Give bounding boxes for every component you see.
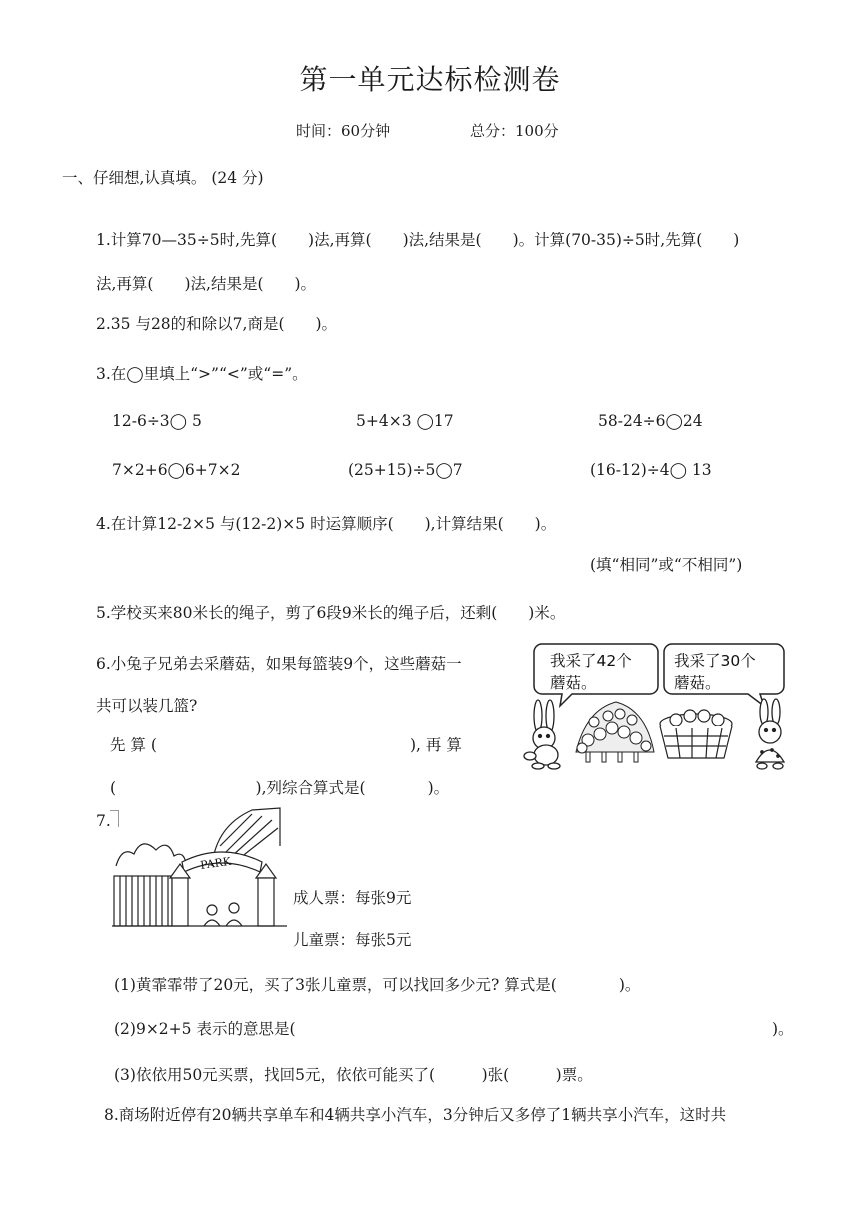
question-6-then-step: ), 再 算 — [410, 736, 462, 754]
question-6-line-4: ( ),列综合算式是( )。 — [110, 779, 450, 797]
question-8: 8.商场附近停有20辆共享单车和4辆共享小汽车，3分钟后又多停了1辆共享小汽车，这时共 — [104, 1106, 727, 1124]
bubble-2-line-1: 我采了30个 — [674, 652, 756, 670]
question-1-line-2: 法,再算( )法,结果是( )。 — [96, 275, 317, 293]
page-title: 第一单元达标检测卷 — [299, 63, 561, 96]
compare-item: (25+15)÷5◯7 — [348, 461, 463, 479]
total-score: 总分：100分 — [470, 122, 559, 140]
question-1-line-1: 1.计算70—35÷5时,先算( )法,再算( )法,结果是( )。计算(70-35)÷5时,先算( ) — [96, 231, 740, 249]
question-6-line-1: 6.小兔子兄弟去采蘑菇，如果每篮装9个，这些蘑菇一 — [96, 655, 462, 673]
adult-ticket-price: 成人票：每张9元 — [293, 889, 412, 907]
bunny-mushroom-illustration — [516, 640, 800, 770]
bubble-1-line-1: 我采了42个 — [550, 652, 632, 670]
park-gate-icon — [112, 808, 287, 926]
compare-item: 5+4×3 ◯17 — [356, 412, 454, 430]
time-limit: 时间：60分钟 — [296, 122, 391, 140]
park-sign: PARK — [199, 854, 232, 872]
question-4-hint: (填“相同”或“不相同”) — [590, 556, 743, 574]
question-7-part-2-end: )。 — [772, 1020, 794, 1038]
basket-icon — [660, 710, 732, 758]
question-5: 5.学校买来80米长的绳子，剪了6段9米长的绳子后，还剩( )米。 — [96, 604, 566, 622]
left-bunny-icon — [524, 700, 560, 769]
compare-item: 58-24÷6◯24 — [598, 412, 703, 430]
bubble-1-line-2: 蘑菇。 — [550, 674, 597, 692]
child-ticket-price: 儿童票：每张5元 — [293, 931, 412, 949]
question-2: 2.35 与28的和除以7,商是( )。 — [96, 315, 338, 333]
bubble-2-line-2: 蘑菇。 — [674, 674, 721, 692]
compare-item: 12-6÷3◯ 5 — [112, 412, 202, 430]
section-heading: 一、仔细想,认真填。 (24 分) — [62, 169, 264, 187]
compare-item: 7×2+6◯6+7×2 — [112, 461, 241, 479]
park-gate-illustration-svg — [112, 806, 287, 928]
park-gate-illustration — [112, 806, 287, 928]
question-6-line-2: 共可以装几篮? — [96, 697, 198, 715]
question-3: 3.在◯里填上“>”“<”或“=”。 — [96, 365, 308, 383]
question-7-part-2: (2)9×2+5 表示的意思是( — [114, 1020, 296, 1038]
question-7-part-1: (1)黄霏霏带了20元，买了3张儿童票，可以找回多少元? 算式是( )。 — [114, 976, 641, 994]
question-6-first-step: 先 算 ( — [110, 736, 157, 754]
question-4: 4.在计算12-2×5 与(12-2)×5 时运算顺序( ),计算结果( )。 — [96, 515, 557, 533]
right-bunny-icon — [756, 699, 784, 769]
question-7-number: 7. — [96, 812, 111, 830]
bunny-mushroom-illustration-svg — [516, 640, 800, 770]
question-7-part-3: (3)依依用50元买票，找回5元，依依可能买了( )张( )票。 — [114, 1066, 593, 1084]
mushroom-pile-icon — [576, 702, 654, 762]
compare-item: (16-12)÷4◯ 13 — [590, 461, 712, 479]
